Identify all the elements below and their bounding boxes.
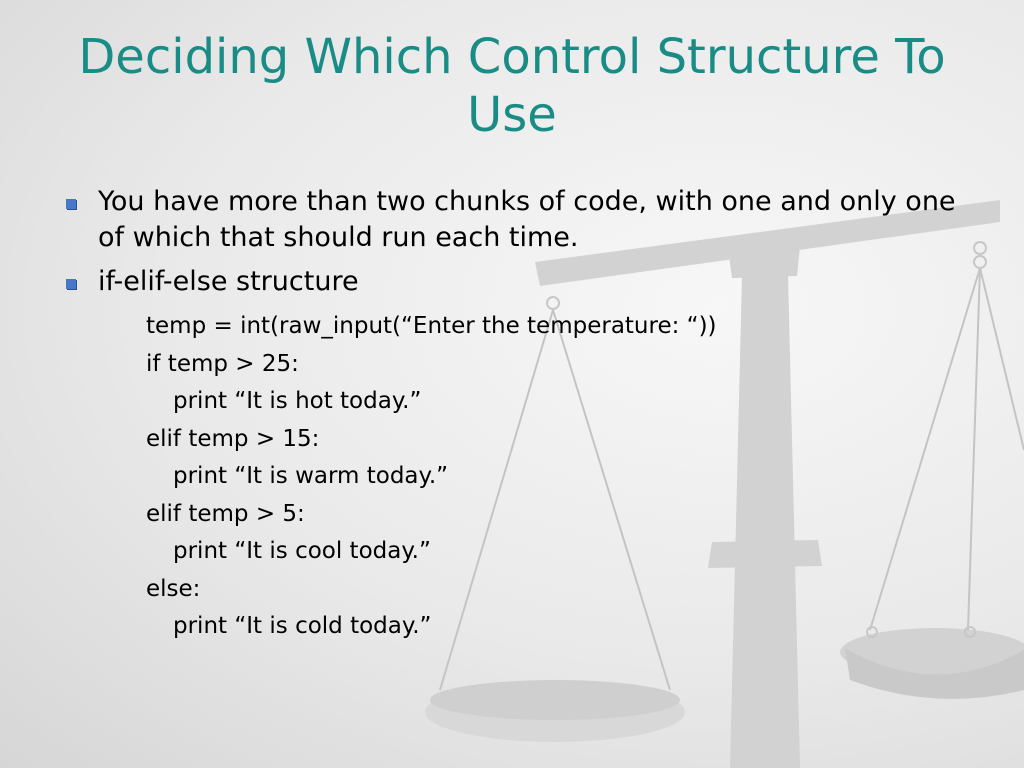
square-bullet-icon — [66, 279, 76, 289]
code-line: else: — [146, 575, 201, 602]
slide-title: Deciding Which Control Structure To Use — [78, 29, 946, 143]
code-line: print “It is warm today.” — [173, 463, 449, 489]
slide-body — [62, 184, 962, 646]
code-line: elif temp > 15: — [146, 425, 320, 452]
bullet-text: You have more than two chunks of code, with one and only one of which that should run each time. — [98, 186, 956, 253]
code-line: temp = int(raw_input(“Enter the temperature: “)) — [146, 313, 717, 339]
bullet-item — [62, 184, 962, 256]
bullet-text: if-elif-else structure — [98, 266, 359, 297]
code-line: if temp > 25: — [146, 350, 299, 377]
code-line: print “It is hot today.” — [173, 388, 422, 414]
code-block — [62, 308, 962, 646]
bullet-item — [62, 264, 962, 300]
square-bullet-icon — [66, 199, 76, 209]
code-line: elif temp > 5: — [146, 500, 305, 527]
code-line: print “It is cool today.” — [173, 538, 431, 564]
code-line: print “It is cold today.” — [173, 613, 432, 639]
